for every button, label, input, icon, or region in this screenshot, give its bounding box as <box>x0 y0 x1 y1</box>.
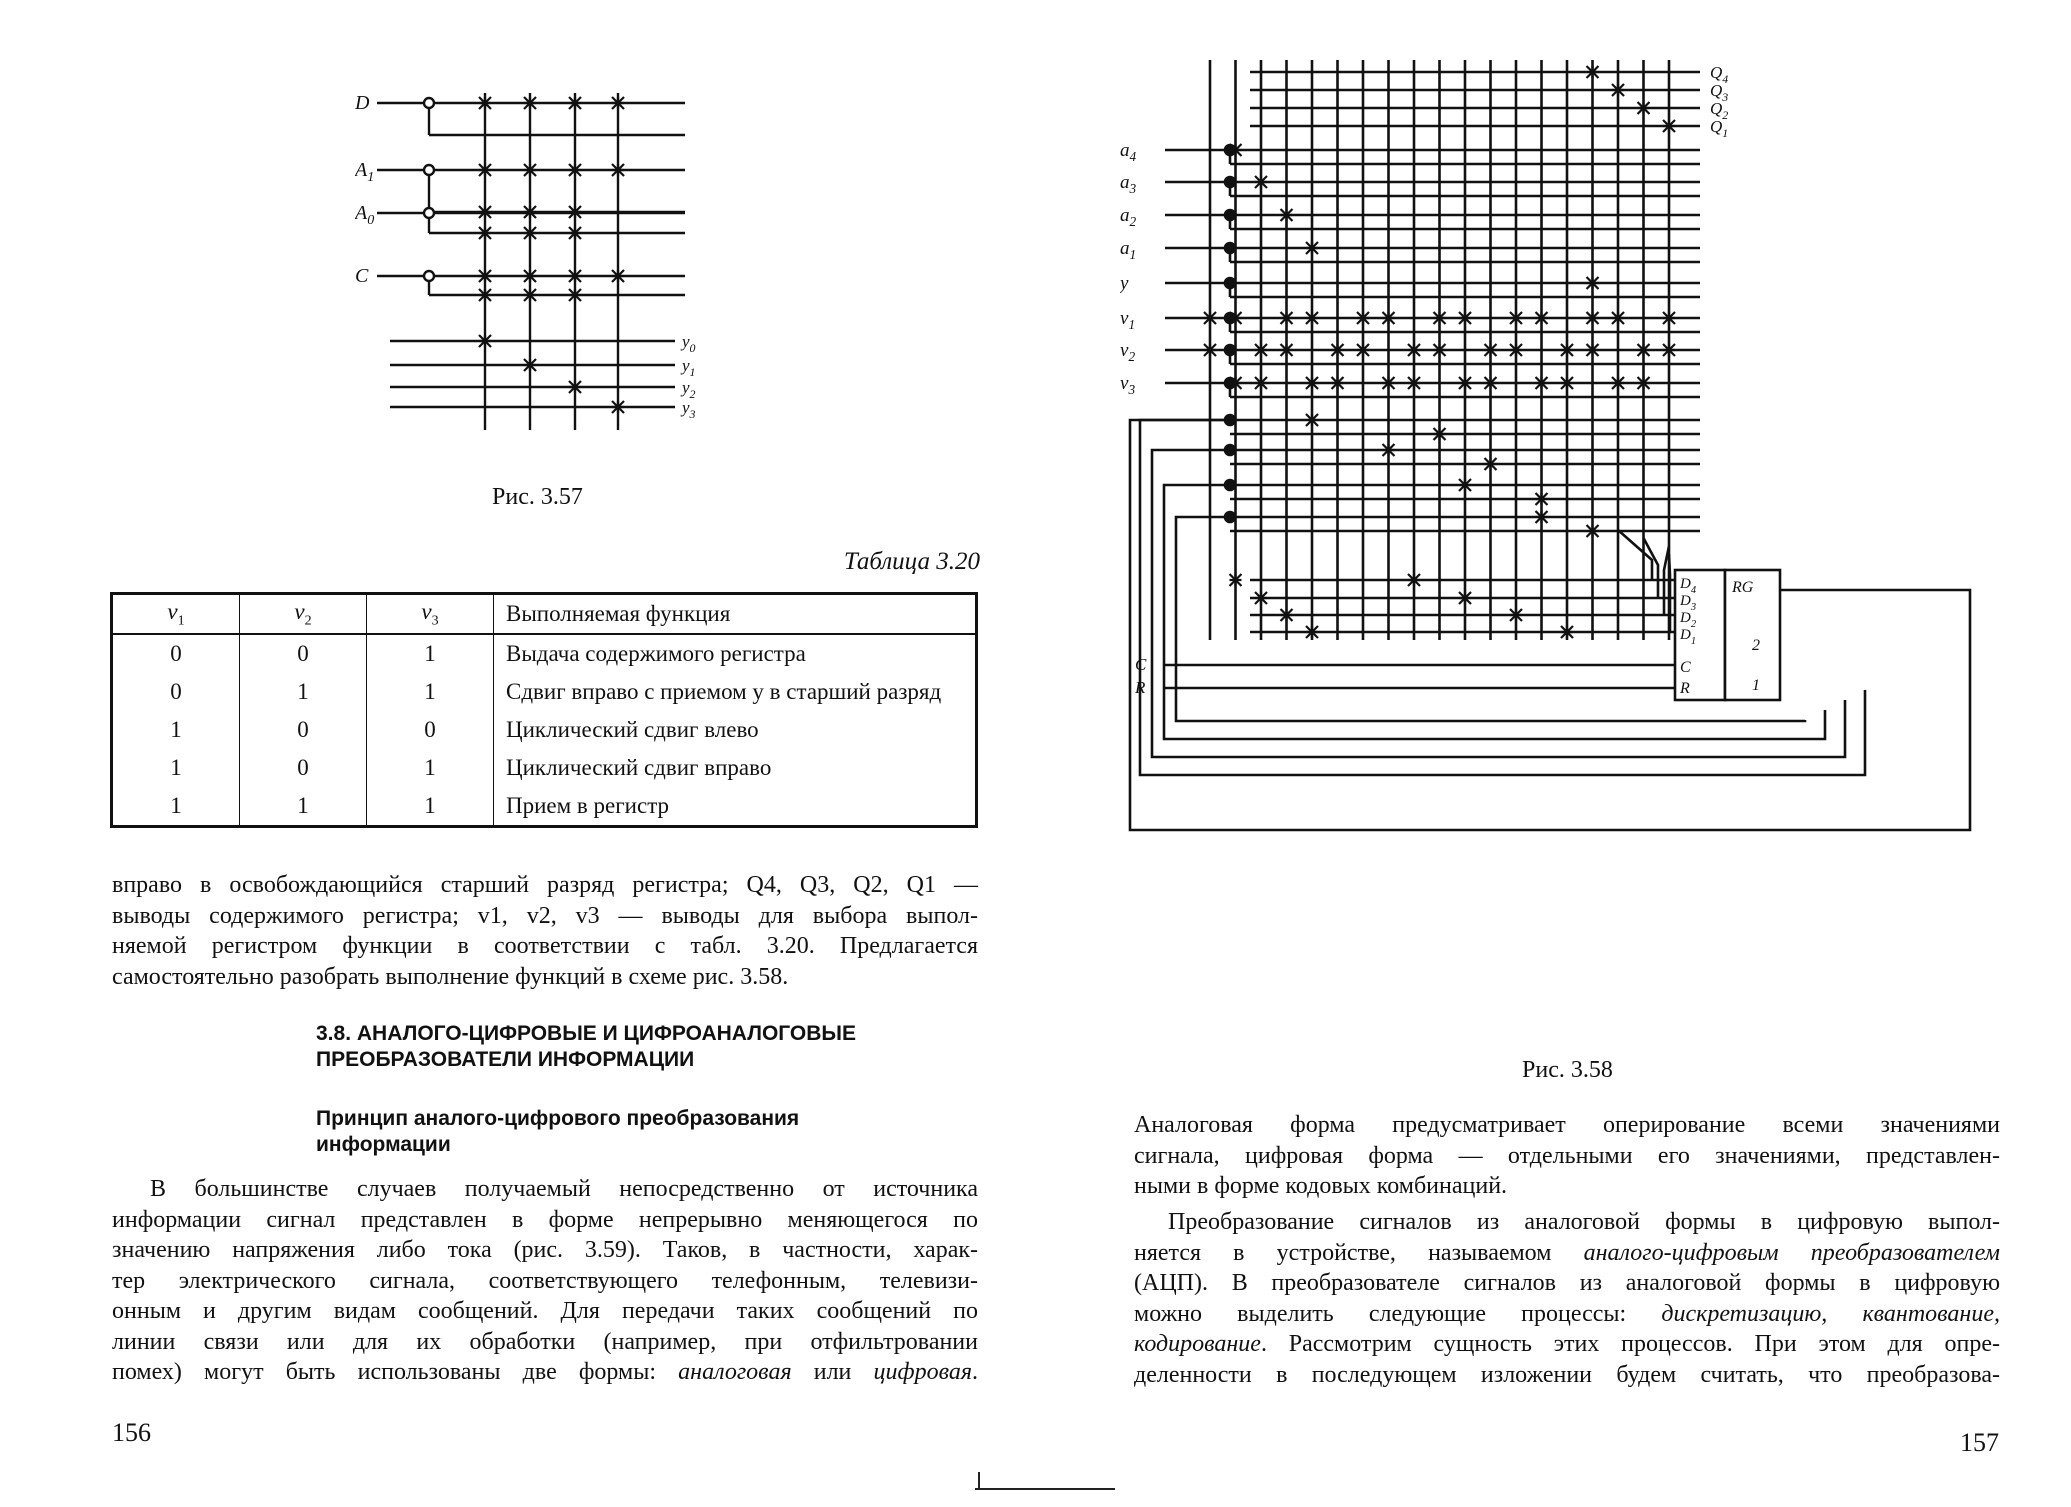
f358-register-pin-label: $D_2$ <box>1680 610 1697 630</box>
f358-v-cross <box>1612 312 1624 324</box>
f358-v-cross <box>1536 377 1548 389</box>
table-cell-v3: 0 <box>367 711 494 749</box>
table-cell-v1: 1 <box>112 711 240 749</box>
f358-v-cross <box>1459 377 1471 389</box>
f358-v-cross <box>1408 377 1420 389</box>
function-table <box>110 592 978 828</box>
f357-cross <box>524 97 536 109</box>
f358-register-pin: 1 <box>1752 677 1760 694</box>
f358-v-cross <box>1332 344 1344 356</box>
para2-end: . <box>971 1359 978 1385</box>
f358-register-pin: 2 <box>1752 637 1760 654</box>
f358-v-cross <box>1281 344 1293 356</box>
table-cell-v1: 0 <box>112 634 240 673</box>
table-row <box>112 711 977 749</box>
f357-cross <box>569 227 581 239</box>
f358-d-cross <box>1281 609 1293 621</box>
paragraph-3 <box>1134 1110 2000 1202</box>
f358-q-cross <box>1587 66 1599 78</box>
f357-cross <box>569 164 581 176</box>
f358-q-label: $Q_1$ <box>1710 117 1729 140</box>
f358-register-pin-label: C <box>1680 659 1691 676</box>
para2-line-2: информации сигнал представлен в форме непрерывно меняющегося по <box>112 1206 978 1233</box>
f358-input-label: $a_1$ <box>1120 238 1137 262</box>
page-number-left: 156 <box>112 1418 151 1447</box>
table-cell-v2: 1 <box>240 787 367 827</box>
para4-italic-coding: кодирование <box>1134 1331 1261 1357</box>
f358-register-pin-label: $D_3$ <box>1680 593 1697 613</box>
f358-node <box>1225 243 1235 253</box>
f357-input-label: $A_1$ <box>355 159 375 185</box>
figure-3-58 <box>1120 60 1990 1050</box>
para2-line-3: значению напряжения либо тока (рис. 3.59). Таков, в частности, харак- <box>112 1237 978 1263</box>
para4-line-5 <box>1134 1329 2000 1360</box>
table-cell-v1: 0 <box>112 673 240 711</box>
col-v2: $v_2$ <box>240 594 367 635</box>
para2-italic-analog: аналоговая <box>678 1359 792 1385</box>
f358-bus-wire <box>1618 530 1652 580</box>
f357-input-label: C <box>355 265 369 287</box>
f358-v-cross <box>1638 377 1650 389</box>
table-caption: Таблица 3.20 <box>843 548 980 575</box>
para1-line-4: самостоятельно разобрать выполнение функций в схеме рис. 3.58. <box>112 963 789 990</box>
binding-mark <box>975 1488 1115 1490</box>
f358-q-cross <box>1638 102 1650 114</box>
f358-d-cross <box>1255 592 1267 604</box>
para4-italic-processes: дискретизацию, квантование, <box>1661 1300 2000 1327</box>
f357-cross <box>479 97 491 109</box>
para3-line-3: ными в форме кодовых комбинаций. <box>1134 1173 1508 1199</box>
f358-v-cross <box>1204 344 1216 356</box>
table-cell-v2: 1 <box>240 673 367 711</box>
f358-node <box>1225 177 1235 187</box>
subsection-heading-line-1: Принцип аналого-цифрового преобразования <box>316 1107 800 1130</box>
f358-v-cross <box>1255 344 1267 356</box>
f358-v-cross <box>1383 312 1395 324</box>
f358-register-label: RG <box>1732 579 1754 596</box>
f357-output-cross <box>479 335 491 347</box>
para1-line-1: вправо в освобождающийся старший разряд регистра; Q4, Q3, Q2, Q1 — <box>112 872 978 898</box>
f358-register-pin-label: R <box>1680 680 1690 697</box>
para1-line-2: выводы содержимого регистра; v1, v2, v3 — выводы для выбора выпол- <box>112 902 978 929</box>
table-cell-v1: 1 <box>112 749 240 787</box>
f357-cross <box>569 97 581 109</box>
table-cell-function: Прием в регистр <box>494 787 977 827</box>
col-function: Выполняемая функция <box>494 594 977 635</box>
para2-line-5: онным и другим видам сообщений. Для передачи таких сообщений по <box>112 1298 978 1324</box>
table-cell-v3: 1 <box>367 749 494 787</box>
table-cell-function: Циклический сдвиг влево <box>494 711 977 749</box>
page-number-right: 157 <box>1960 1428 1999 1457</box>
f357-cross <box>612 164 624 176</box>
f358-input-label: y <box>1120 273 1129 294</box>
f358-v-cross <box>1230 312 1242 324</box>
para4-italic-adc: аналого-цифровым преобразователем <box>1583 1239 2000 1266</box>
f358-q-label: $Q_2$ <box>1710 99 1729 122</box>
f358-y-cross <box>1587 277 1599 289</box>
f358-a-cross <box>1306 242 1318 254</box>
para4-line-5-text: . Рассмотрим сущность этих процессов. При этом для опре- <box>1260 1331 2000 1357</box>
figure-3-57 <box>355 75 725 440</box>
section-heading <box>316 1021 856 1073</box>
f358-q-cross <box>1663 120 1675 132</box>
f357-inverter-dot <box>424 165 434 175</box>
f358-v-cross <box>1281 312 1293 324</box>
para4-line-4-text: можно выделить следующие процессы: <box>1134 1300 1662 1327</box>
para3-line-1: Аналоговая форма предусматривает оперирование всеми значениями <box>1134 1112 2000 1138</box>
f358-node <box>1225 278 1235 288</box>
f358-v-cross <box>1434 344 1446 356</box>
f357-cross <box>479 289 491 301</box>
table-cell-function: Выдача содержимого регистра <box>494 634 977 673</box>
para2-line-6: линии связи или для их обработки (например, при отфильтровании <box>112 1328 978 1355</box>
f357-cross <box>479 206 491 218</box>
f358-input-label: $v_1$ <box>1120 308 1136 332</box>
f358-v-cross <box>1485 377 1497 389</box>
f358-q-label: $Q_4$ <box>1710 63 1729 86</box>
table-cell-v2: 0 <box>240 749 367 787</box>
f358-fb-cross <box>1434 428 1446 440</box>
binding-tick <box>978 1472 980 1490</box>
f358-v-cross <box>1638 344 1650 356</box>
f358-input-label: $a_3$ <box>1120 172 1137 196</box>
f358-v-cross <box>1383 377 1395 389</box>
f358-input-label: $v_3$ <box>1120 373 1136 397</box>
subsection-heading-line-2: информации <box>316 1133 451 1156</box>
table-cell-function: Циклический сдвиг вправо <box>494 749 977 787</box>
f357-output-label: $y_0$ <box>682 332 696 355</box>
para4-line-2-text: няется в устройстве, называемом <box>1134 1239 1584 1266</box>
section-heading-line-1: 3.8. АНАЛОГО-ЦИФРОВЫЕ И ЦИФРОАНАЛОГОВЫЕ <box>316 1022 856 1045</box>
subsection-heading <box>316 1106 799 1158</box>
f357-cross <box>524 289 536 301</box>
f358-v-cross <box>1306 377 1318 389</box>
f358-v-cross <box>1434 312 1446 324</box>
f357-cross <box>569 206 581 218</box>
f358-v-cross <box>1587 344 1599 356</box>
f357-cross <box>612 97 624 109</box>
table-cell-v3: 1 <box>367 673 494 711</box>
f358-fb-cross <box>1383 444 1395 456</box>
f358-input-label: $a_2$ <box>1120 205 1137 229</box>
table-cell-v2: 0 <box>240 634 367 673</box>
f358-v-cross <box>1459 312 1471 324</box>
f357-cross <box>479 164 491 176</box>
f357-output-label: $y_2$ <box>682 378 696 401</box>
section-heading-line-2: ПРЕОБРАЗОВАТЕЛИ ИНФОРМАЦИИ <box>316 1048 695 1071</box>
table-row <box>112 787 977 827</box>
f357-cross <box>479 227 491 239</box>
f358-v-cross <box>1536 312 1548 324</box>
f358-r-label: R <box>1135 678 1146 697</box>
f357-inverter-dot <box>424 98 434 108</box>
table-cell-v1: 1 <box>112 787 240 827</box>
f358-fb-cross <box>1587 525 1599 537</box>
paragraph-4 <box>1134 1207 2000 1390</box>
f358-v-cross <box>1510 344 1522 356</box>
table-cell-function: Сдвиг вправо с приемом y в старший разряд <box>494 673 977 711</box>
f358-v-cross <box>1332 377 1344 389</box>
col-v1: $v_1$ <box>112 594 240 635</box>
f358-a-cross <box>1255 176 1267 188</box>
f357-output-label: $y_1$ <box>682 356 696 379</box>
f358-v-cross <box>1561 344 1573 356</box>
f357-cross <box>569 270 581 282</box>
f358-register-pin-label: $D_1$ <box>1680 627 1697 647</box>
f357-input-label: D <box>355 92 370 114</box>
f358-c-label: C <box>1135 655 1147 674</box>
para2-line-7 <box>112 1357 978 1388</box>
col-v3: $v_3$ <box>367 594 494 635</box>
f357-cross <box>524 164 536 176</box>
f358-v-cross <box>1204 312 1216 324</box>
f358-v-cross <box>1612 377 1624 389</box>
f357-output-cross <box>524 359 536 371</box>
f358-q-label: $Q_3$ <box>1710 81 1729 104</box>
f358-node <box>1225 345 1235 355</box>
table-row <box>112 749 977 787</box>
f358-v-cross <box>1255 377 1267 389</box>
f358-v-cross <box>1357 312 1369 324</box>
para2-line-7-text: помех) могут быть использованы две формы: <box>112 1359 679 1385</box>
table-row <box>112 673 977 711</box>
f358-fb-cross <box>1536 511 1548 523</box>
f358-d-cross <box>1408 574 1420 586</box>
figure-3-58-caption: Рис. 3.58 <box>1522 1057 1613 1083</box>
f358-v-cross <box>1587 312 1599 324</box>
para3-line-2: сигнала, цифровая форма — отдельными его значениями, представлен- <box>1134 1142 2000 1169</box>
f357-input-label: $A_0$ <box>355 202 375 228</box>
f357-cross <box>524 270 536 282</box>
f358-fb-cross <box>1306 414 1318 426</box>
para2-italic-digital: цифровая <box>873 1359 972 1385</box>
f358-v-cross <box>1485 344 1497 356</box>
table-cell-v2: 0 <box>240 711 367 749</box>
f357-cross <box>479 270 491 282</box>
f357-cross <box>569 289 581 301</box>
f358-fb-cross <box>1536 493 1548 505</box>
f358-v-cross <box>1306 312 1318 324</box>
f358-input-label: $a_4$ <box>1120 140 1137 164</box>
table-row <box>112 634 977 673</box>
f358-fb-cross <box>1459 479 1471 491</box>
f358-v-cross <box>1663 312 1675 324</box>
f358-v-cross <box>1561 377 1573 389</box>
table-cell-v3: 1 <box>367 787 494 827</box>
f357-cross <box>612 270 624 282</box>
para4-line-2 <box>1134 1238 2000 1269</box>
f358-outer-wire <box>1130 420 1970 830</box>
f358-a-cross <box>1281 209 1293 221</box>
f358-d-cross <box>1306 626 1318 638</box>
f358-bus-wire <box>1669 554 1670 632</box>
f358-v-cross <box>1510 312 1522 324</box>
f357-cross <box>524 227 536 239</box>
para2-or: или <box>791 1359 874 1385</box>
para4-line-4 <box>1134 1299 2000 1330</box>
f358-d-cross <box>1230 574 1242 586</box>
f358-fb-cross <box>1485 458 1497 470</box>
f357-cross <box>524 206 536 218</box>
f357-output-label: $y_3$ <box>682 398 696 421</box>
para4-line-1: Преобразование сигналов из аналоговой формы в цифровую выпол- <box>1168 1209 2000 1235</box>
f358-d-cross <box>1459 592 1471 604</box>
f358-v-cross <box>1663 344 1675 356</box>
f358-node <box>1225 210 1235 220</box>
f357-inverter-dot <box>424 271 434 281</box>
f357-output-cross <box>569 381 581 393</box>
f358-q-cross <box>1612 84 1624 96</box>
f358-d-cross <box>1561 626 1573 638</box>
para4-line-3: (АЦП). В преобразователе сигналов из аналоговой формы в цифровую <box>1134 1270 2000 1296</box>
para2-line-4: тер электрического сигнала, соответствующего телефонным, телевизи- <box>112 1267 978 1294</box>
f357-output-cross <box>612 401 624 413</box>
f358-v-cross <box>1230 377 1242 389</box>
para4-line-6: деленности в последующем изложении будем считать, что преобразова- <box>1134 1361 2000 1388</box>
paragraph-2 <box>112 1174 978 1388</box>
table-cell-v3: 1 <box>367 634 494 673</box>
f357-inverter-dot <box>424 208 434 218</box>
paragraph-1 <box>112 870 978 992</box>
f358-register-pin-label: $D_4$ <box>1680 576 1697 596</box>
f358-v-cross <box>1408 344 1420 356</box>
f358-input-label: $v_2$ <box>1120 340 1136 364</box>
f358-d-cross <box>1510 609 1522 621</box>
f358-v-cross <box>1357 344 1369 356</box>
figure-3-57-caption: Рис. 3.57 <box>492 484 583 510</box>
para2-line-1: В большинстве случаев получаемый непосредственно от источника <box>150 1176 978 1202</box>
f358-a-cross <box>1230 144 1242 156</box>
para1-line-3: няемой регистром функции в соответствии с табл. 3.20. Предлагается <box>112 933 978 959</box>
